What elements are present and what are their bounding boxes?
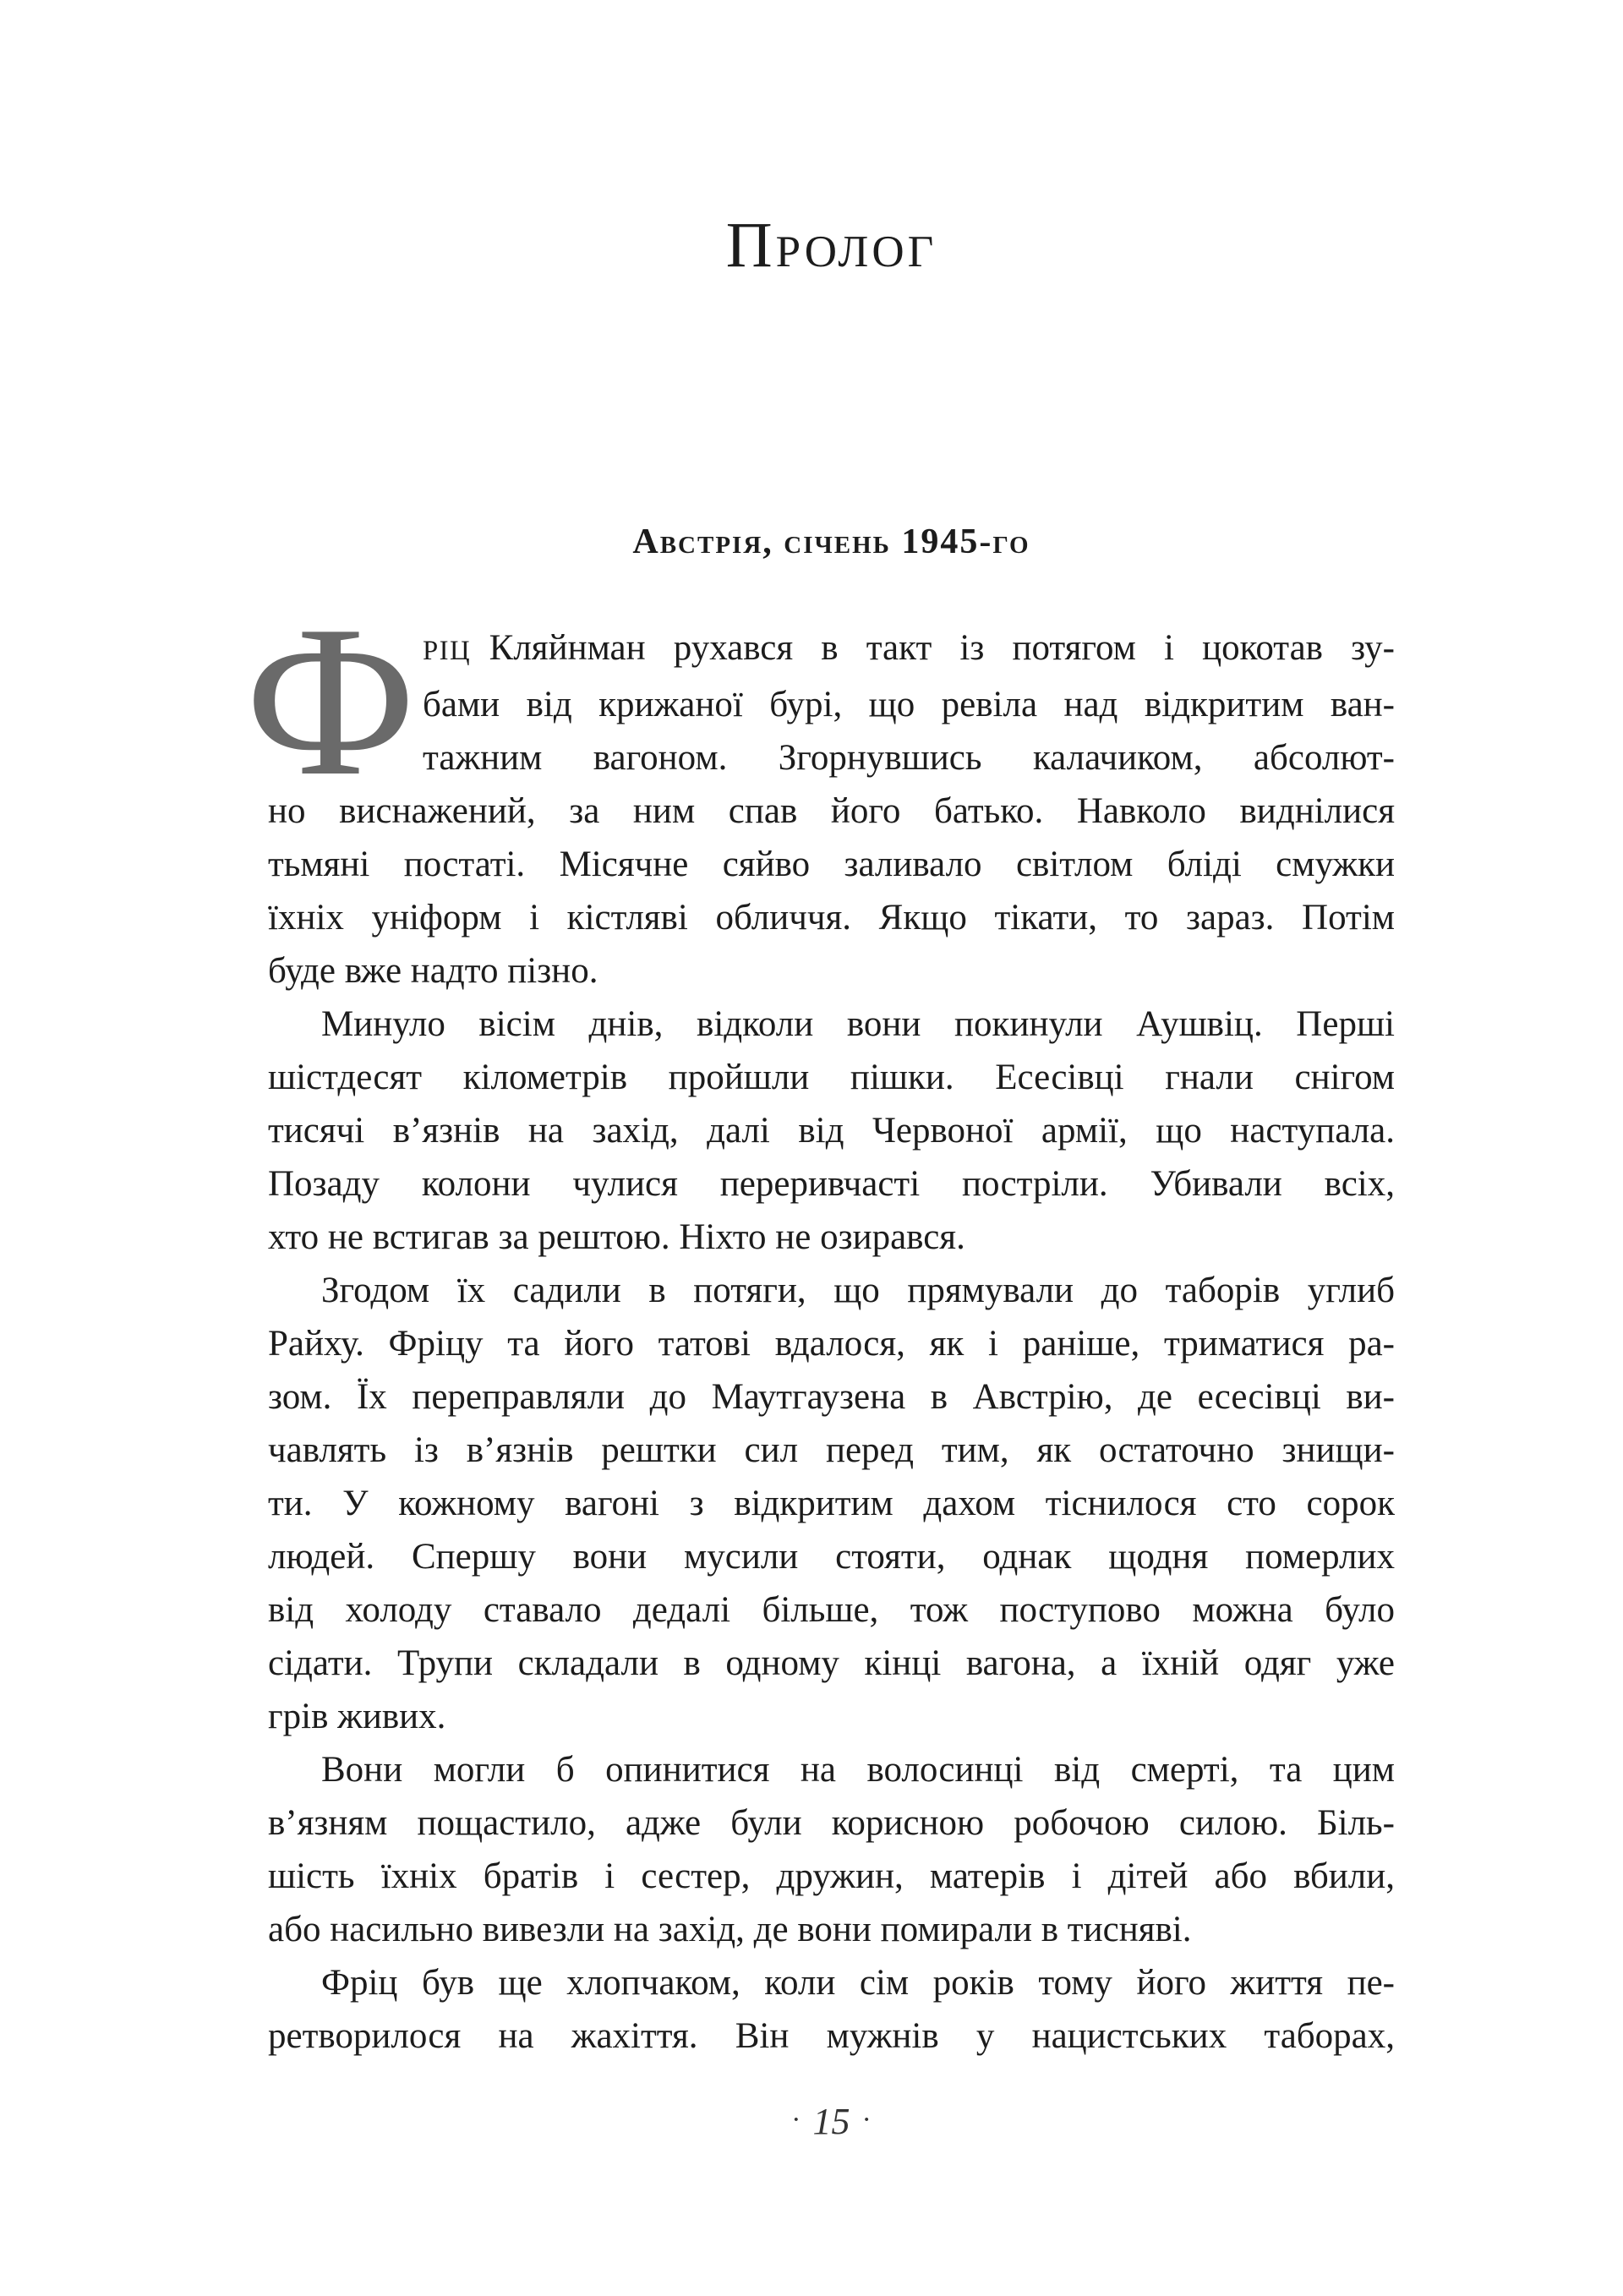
text-line: Фріц був ще хлопчаком, коли сім років тому його життя пе-: [321, 1963, 1395, 2003]
page-number-right-dot: ·: [861, 2104, 872, 2135]
paragraph: [268, 1264, 1395, 1743]
text-line: грів живих.: [268, 1697, 446, 1736]
text-line: або насильно вивезли на захід, де вони помирали в тисняві.: [268, 1910, 1192, 1949]
text-line: бами від крижаної бурі, що ревіла над відкритим ван-: [423, 685, 1395, 724]
text-line: но виснажений, за ним спав його батько. Навколо виднілися: [268, 791, 1395, 831]
lead-small-caps: РІЦ: [423, 636, 472, 666]
text-line: тьмяні постаті. Місячне сяйво заливало світлом бліді смужки: [268, 845, 1395, 884]
section-heading: Австрія, січень 1945-го: [632, 522, 1030, 561]
text-line: Райху. Фріцу та його татові вдалося, як і раніше, триматися ра-: [268, 1324, 1395, 1364]
paragraph: [268, 998, 1395, 1264]
text-line: людей. Спершу вони мусили стояти, однак щодня померлих: [268, 1537, 1395, 1577]
text-line: чавлять із в’язнів рештки сил перед тим, як остаточно знищи-: [268, 1430, 1395, 1470]
text-line: ти. У кожному вагоні з відкритим дахом тіснилося сто сорок: [268, 1484, 1395, 1523]
paragraph: [268, 1956, 1395, 2063]
paragraph: [268, 1743, 1395, 1956]
page-number-left-dot: ·: [791, 2104, 801, 2135]
text-line: шість їхніх братів і сестер, дружин, матерів і дітей або вбили,: [268, 1856, 1395, 1896]
text-line: їхніх уніформ і кістляві обличчя. Якщо тікати, то зараз. Потім: [268, 898, 1395, 938]
text-line: в’язням пощастило, адже були корисною робочою силою. Біль-: [268, 1803, 1395, 1843]
text-line: буде вже надто пізно.: [268, 951, 598, 991]
text-line: РІЦ Кляйнман рухався в такт із потягом і цокотав зу-: [423, 628, 1395, 668]
drop-cap-spacer: [268, 621, 423, 779]
text-line: Минуло вісім днів, відколи вони покинули Аушвіц. Перші: [321, 1004, 1395, 1044]
text-line: Згодом їх садили в потяги, що прямували до таборів углиб: [321, 1271, 1395, 1310]
text-line: від холоду ставало дедалі більше, тож поступово можна було: [268, 1590, 1395, 1630]
text-line: хто не встигав за рештою. Ніхто не озирався.: [268, 1217, 965, 1257]
text-line: тажним вагоном. Згорнувшись калачиком, абсолют-: [423, 738, 1395, 778]
text-line: зом. Їх переправляли до Маутгаузена в Австрію, де есесівці ви-: [268, 1377, 1395, 1417]
chapter-title: Пролог: [725, 210, 937, 281]
text-line: сідати. Трупи складали в одному кінці вагона, а їхній одяг уже: [268, 1643, 1395, 1683]
text-line: шістдесят кілометрів пройшли пішки. Есесівці гнали снігом: [268, 1058, 1395, 1097]
page-number: [268, 2098, 1395, 2144]
text-line: Позаду колони чулися переривчасті постріли. Убивали всіх,: [268, 1164, 1395, 1204]
page-number-value: 15: [812, 2101, 850, 2142]
drop-cap-letter: Ф: [244, 582, 417, 821]
text-line: тисячі в’язнів на захід, далі від Червоної армії, що наступала.: [268, 1111, 1395, 1151]
text-block: [244, 582, 1395, 2063]
text-line: ретворилося на жахіття. Він мужнів у нацистських таборах,: [268, 2016, 1395, 2056]
text-line: Вони могли б опинитися на волосинці від смерті, та цим: [321, 1750, 1395, 1790]
paragraph: [268, 621, 1395, 998]
